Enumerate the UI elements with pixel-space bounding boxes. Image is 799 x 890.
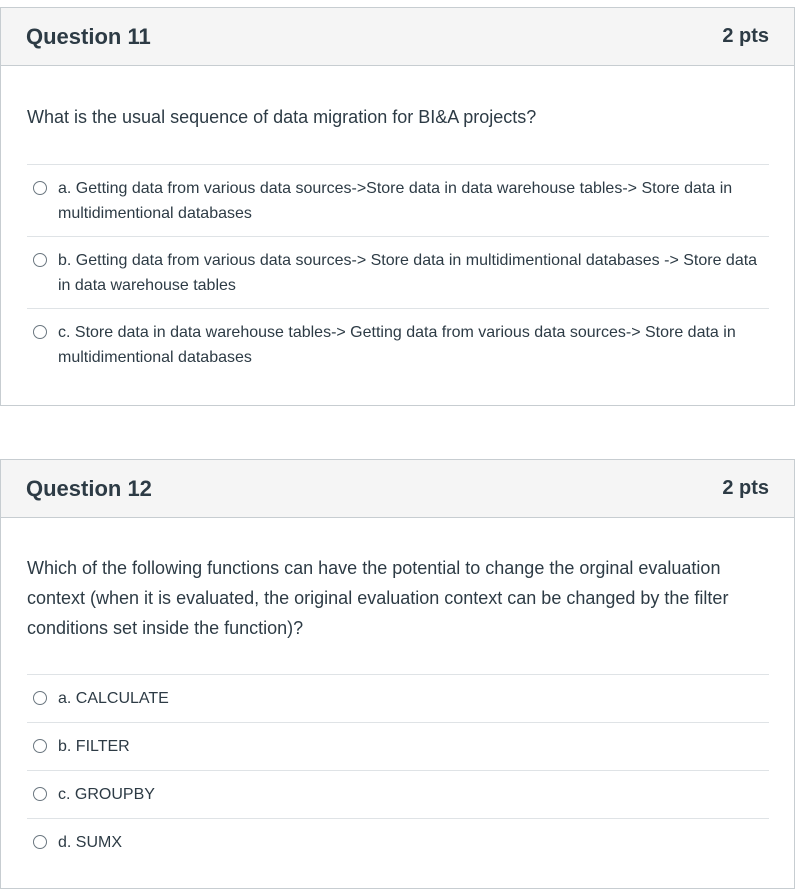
answer-label[interactable]: b. FILTER [58, 738, 130, 755]
answer-label[interactable]: c. Store data in data warehouse tables-> Getting data from various data sources-> Store data in multidimentional databases [58, 324, 736, 366]
radio-button-icon[interactable] [33, 835, 47, 849]
question-text: Which of the following functions can have the potential to change the orginal evaluation context (when it is evaluated, the original evaluation context can be changed by the filter conditions set inside the function)? [27, 558, 729, 638]
answer-list [27, 674, 769, 866]
answer-option-b[interactable] [27, 722, 769, 770]
question-title: Question 11 [26, 23, 151, 49]
question-header [1, 460, 794, 518]
question-body [1, 102, 794, 380]
radio-button-icon[interactable] [33, 253, 47, 267]
question-header [1, 8, 794, 66]
radio-button-icon[interactable] [33, 181, 47, 195]
answer-option-a[interactable] [27, 164, 769, 236]
answer-label[interactable]: b. Getting data from various data sources-> Store data in multidimentional databases -> Store data in data warehouse tables [58, 252, 758, 294]
answer-option-c[interactable] [27, 770, 769, 818]
radio-button-icon[interactable] [33, 739, 47, 753]
answer-option-b[interactable] [27, 236, 769, 308]
question-card-12 [0, 459, 795, 889]
question-body [1, 553, 794, 866]
answer-label[interactable]: d. SUMX [58, 834, 123, 851]
radio-button-icon[interactable] [33, 691, 47, 705]
answer-option-c[interactable] [27, 308, 769, 380]
question-title: Question 12 [26, 475, 152, 501]
question-card-11 [0, 7, 795, 406]
answer-label[interactable]: c. GROUPBY [58, 786, 155, 803]
answer-label[interactable]: a. Getting data from various data sources->Store data in data warehouse tables-> Store data in multidimentional databases [58, 180, 733, 222]
question-text: What is the usual sequence of data migration for BI&A projects? [27, 107, 537, 127]
radio-button-icon[interactable] [33, 787, 47, 801]
question-points: 2 pts [722, 477, 769, 499]
question-points: 2 pts [722, 25, 769, 47]
answer-option-d[interactable] [27, 818, 769, 866]
answer-list [27, 164, 769, 380]
answer-option-a[interactable] [27, 674, 769, 722]
radio-button-icon[interactable] [33, 325, 47, 339]
answer-label[interactable]: a. CALCULATE [58, 690, 169, 707]
